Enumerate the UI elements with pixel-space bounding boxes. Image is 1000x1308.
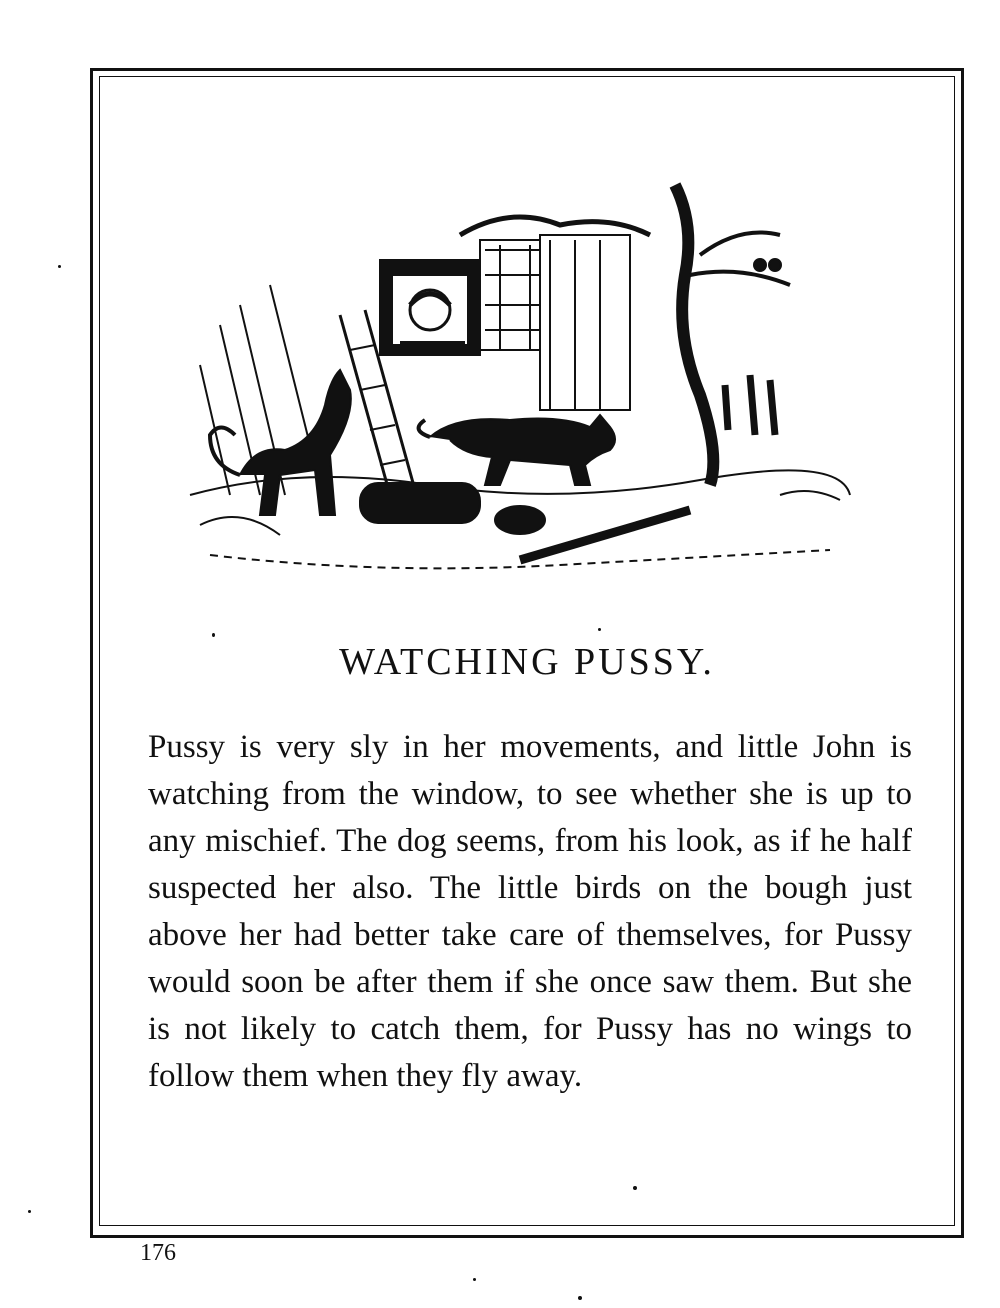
scan-speck	[58, 265, 61, 268]
body-paragraph: Pussy is very sly in her movements, and little John is watching from the window, to see whether she is up to any mischief. The dog seems, from his look, as if he half suspected her also. The little birds on the bough just above her had better take care of themselves, for Pussy would soon be after them if she once saw them. But she is not likely to catch them, for Pussy has no wings to follow them when they fly away.	[148, 729, 912, 1094]
scan-speck	[28, 1210, 31, 1213]
page-title: WATCHING PUSSY.	[339, 641, 715, 683]
page-number: 176	[140, 1240, 176, 1266]
engraving-illustration	[180, 165, 860, 595]
scan-speck	[598, 628, 601, 631]
scan-speck	[473, 1278, 476, 1281]
scan-speck	[578, 1296, 582, 1300]
scan-speck	[633, 1186, 637, 1190]
scan-speck	[212, 633, 215, 637]
